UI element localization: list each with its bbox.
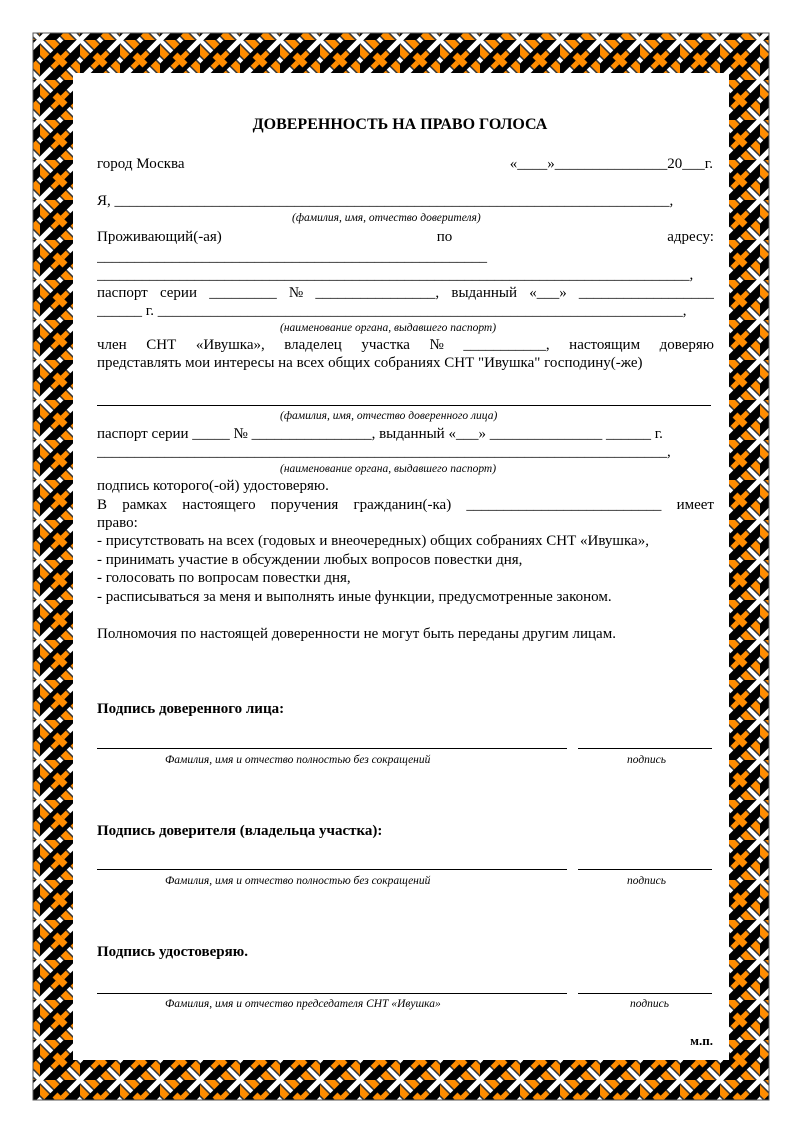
address-field-1[interactable]: ____________________________________________________ — [97, 249, 487, 265]
w[interactable]: __________________________ — [466, 497, 662, 513]
sign-hint: подпись — [630, 998, 670, 1010]
scope-line — [97, 496, 714, 514]
date-field[interactable]: «____»_______________20___г. — [509, 156, 713, 172]
city: город Москва — [97, 156, 185, 172]
signature-heading-principal: Подпись доверителя (владельца участка): — [97, 823, 383, 839]
w[interactable]: __________________ — [578, 285, 714, 301]
principal-signature-field[interactable] — [578, 869, 712, 870]
right-item: - голосовать по вопросам повестки дня, — [97, 570, 351, 586]
member-line-2: представлять мои интересы на всех общих собраниях СНТ "Ивушка" господину(-же) — [97, 355, 643, 371]
w: рамках — [122, 497, 168, 513]
signature-heading-certify: Подпись удостоверяю. — [97, 944, 248, 960]
name-hint: Фамилия, имя и отчество полностью без сокращений — [165, 875, 431, 887]
w: доверяю — [659, 337, 714, 353]
w: настоящим — [569, 337, 641, 353]
right-item: - присутствовать на всех (годовых и внеочередных) общих собраниях СНТ «Ивушка», — [97, 533, 649, 549]
signature-heading-agent: Подпись доверенного лица: — [97, 701, 285, 717]
address-field-2[interactable]: _______________________________________________________________________________, — [97, 267, 694, 283]
w: выданный — [451, 285, 517, 301]
hint-agent: (фамилия, имя, отчество доверенного лица) — [280, 410, 498, 422]
document-title: ДОВЕРЕННОСТЬ НА ПРАВО ГОЛОСА — [252, 116, 548, 133]
agent-signature-field[interactable] — [578, 748, 712, 749]
w: В — [97, 497, 108, 513]
w: поручения — [270, 497, 339, 513]
passport-issuer-field-2[interactable]: ____________________________________________________________________________, — [97, 444, 671, 460]
w: № — [429, 337, 444, 353]
w: «Ивушка», — [195, 337, 265, 353]
w[interactable]: «___» — [529, 285, 567, 301]
residing-word: адресу: — [667, 229, 714, 245]
stamp-place: м.п. — [690, 1033, 713, 1048]
chairman-signature-field[interactable] — [578, 993, 712, 994]
hint-authority-2: (наименование органа, выдавшего паспорт) — [280, 463, 497, 475]
w[interactable]: ________________, — [315, 285, 440, 301]
w[interactable]: _________ — [209, 285, 277, 301]
w: имеет — [676, 497, 714, 513]
principal-fullname-field[interactable] — [97, 869, 567, 870]
w: член — [97, 337, 127, 353]
chairman-fullname-field[interactable] — [97, 993, 567, 994]
hint-principal: (фамилия, имя, отчество доверителя) — [292, 212, 481, 224]
agent-name-field[interactable] — [97, 405, 711, 406]
passport-issuer-field-1[interactable]: ______ г. ______________________________________________________________________, — [97, 303, 687, 319]
principal-name-field[interactable]: Я, __________________________________________________________________________, — [97, 193, 674, 209]
sign-hint: подпись — [627, 754, 667, 766]
w: владелец — [284, 337, 342, 353]
member-line — [97, 336, 714, 354]
no-transfer-text: Полномочия по настоящей доверенности не могут быть переданы другим лицам. — [97, 626, 616, 642]
w[interactable]: ___________, — [463, 337, 550, 353]
right-item: - расписываться за меня и выполнять иные функции, предусмотренные законом. — [97, 589, 612, 605]
residing-word: по — [436, 229, 453, 245]
residing-word: Проживающий(-ая) — [97, 229, 222, 245]
w: настоящего — [182, 497, 256, 513]
passport-line-1[interactable] — [97, 284, 714, 302]
name-hint: Фамилия, имя и отчество полностью без сокращений — [165, 754, 431, 766]
agent-fullname-field[interactable] — [97, 748, 567, 749]
hint-authority-1: (наименование органа, выдавшего паспорт) — [280, 322, 497, 334]
residing-line — [97, 228, 714, 246]
certify-text: подпись которого(-ой) удостоверяю. — [97, 478, 329, 494]
w: паспорт — [97, 285, 148, 301]
w: гражданин(-ка) — [353, 497, 452, 513]
w: № — [288, 285, 304, 301]
w: серии — [159, 285, 197, 301]
right-item: - принимать участие в обсуждении любых вопросов повестки дня, — [97, 552, 523, 568]
passport-line-2[interactable]: паспорт серии _____ № ________________, выданный «___» _______________ ______ г. — [97, 426, 663, 442]
w: СНТ — [146, 337, 177, 353]
name-hint: Фамилия, имя и отчество председателя СНТ «Ивушка» — [165, 998, 441, 1010]
w: участка — [361, 337, 410, 353]
sign-hint: подпись — [627, 875, 667, 887]
scope-line-2: право: — [97, 515, 138, 531]
